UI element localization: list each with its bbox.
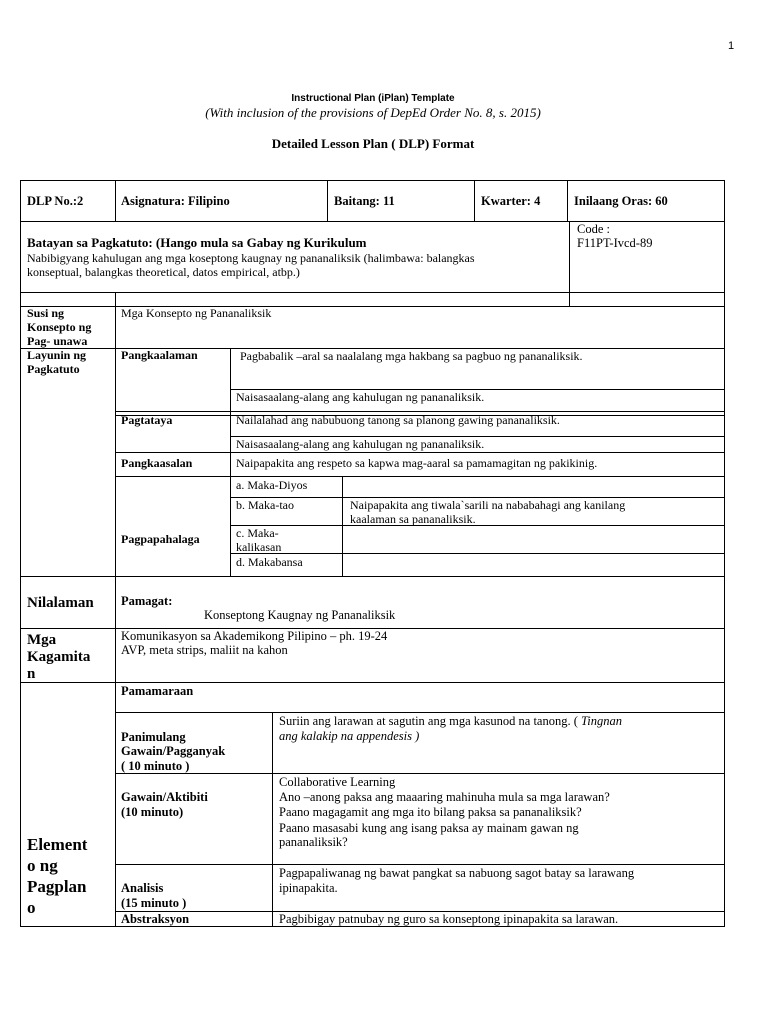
maka-kalikasan-1: c. Maka- [236,526,279,540]
baitang: Baitang: 11 [334,194,395,208]
page-number: 1 [728,40,735,52]
panimulang-desc-1: Suriin ang larawan at sagutin ang mga kasunod na tanong. ( Tingnan [279,714,623,728]
cell-empty-2 [115,292,570,307]
pangkaalaman-label: Pangkaalaman [121,348,198,362]
elemento-label-2: o ng [27,856,58,875]
pamagat-label: Pamagat: [121,594,173,608]
kwarter: Kwarter: 4 [481,194,541,208]
gawain-desc-5: pananaliksik? [279,835,348,849]
cell-layunin-label [20,348,116,577]
panimulang-label-1: Panimulang [121,730,186,744]
analisis-label-2: (15 minuto ) [121,896,187,910]
elemento-label-3: Pagplan [27,877,87,896]
cell-pagpapahalaga [115,476,231,577]
cell-empty-3 [569,292,725,307]
kagamitan-label-1: Mga [27,632,57,648]
elemento-label-4: o [27,898,36,917]
pamagat-value: Konseptong Kaugnay ng Pananaliksik [204,608,396,622]
template-title: Instructional Plan (iPlan) Template [291,93,455,104]
cell-a-desc [342,476,725,498]
makabansa: d. Makabansa [236,555,303,569]
maka-tao-desc-2: kaalaman sa pananaliksik. [350,512,476,526]
susi-label-2: Konsepto ng [27,320,92,334]
kagamitan-line-1: Komunikasyon sa Akademikong Pilipino – ph. 19-24 [121,629,388,643]
batayan-line-1: Nabibigyang kahulugan ang mga koseptong kaugnay ng pananaliksik (halimbawa: balangkas [27,251,475,265]
cell-pamamaraan [115,682,725,713]
cell-c-desc [342,525,725,554]
abstraksyon-desc: Pagbibigay patnubay ng guro sa konseptong ipinapakita sa larawan. [279,912,619,926]
cell-empty-1 [20,292,116,307]
abstraksyon-label: Abstraksyon [121,912,190,926]
kagamitan-line-2: AVP, meta strips, maliit na kahon [121,643,288,657]
layunin-label-2: Pagkatuto [27,362,80,376]
batayan-heading: Batayan sa Pagkatuto: (Hango mula sa Gabay ng Kurikulum [27,235,367,250]
gawain-desc-3: Paano magagamit ang mga ito bilang paksa sa pananaliksik? [279,805,582,819]
dlp-title: Detailed Lesson Plan ( DLP) Format [271,136,475,151]
kagamitan-label-2: Kagamita [27,649,91,665]
pagpapahalaga-label: Pagpapahalaga [121,532,200,546]
maka-tao-desc-1: Naipapakita ang tiwala`sarili na nababahagi ang kanilang [350,498,626,512]
pagtataya-1: Nailalahad ang nabubuong tanong sa planong gawing pananaliksik. [236,413,560,427]
batayan-line-2: konseptual, balangkas theoretical, datos empirical, atbp.) [27,265,300,279]
code-value: F11PT-Ivcd-89 [577,236,653,250]
elemento-label-1: Element [27,835,88,854]
susi-value: Mga Konsepto ng Pananaliksik [121,306,272,320]
pangkaalaman-1: Pagbabalik –aral sa naalalang mga hakbang sa pagbuo ng pananaliksik. [240,349,583,363]
susi-label-3: Pag- unawa [27,334,88,348]
panimulang-desc-2: ang kalakip na appendesis ) [279,729,420,743]
maka-diyos: a. Maka-Diyos [236,478,308,492]
gawain-desc-1: Collaborative Learning [279,775,396,789]
pangkaasalan-label: Pangkaasalan [121,456,193,470]
pagtataya-2: Naisasaalang-alang ang kahulugan ng pananaliksik. [236,437,485,451]
panimulang-label-2: Gawain/Pagganyak [121,744,226,758]
nilalaman-label: Nilalaman [27,595,94,611]
gawain-desc-4: Paano masasabi kung ang isang paksa ay mainam gawan ng [279,821,579,835]
dlp-no: DLP No.:2 [27,194,84,208]
asignatura: Asignatura: Filipino [121,194,230,208]
cell-d-desc [342,553,725,577]
analisis-desc-2: ipinapakita. [279,881,338,895]
pangkaasalan-1: Naipapakita ang respeto sa kapwa mag-aaral sa pamamagitan ng pakikinig. [236,456,598,470]
inilaang-oras: Inilaang Oras: 60 [574,194,668,208]
pangkaalaman-2: Naisasaalang-alang ang kahulugan ng pananaliksik. [236,390,485,404]
layunin-label-1: Layunin ng [27,348,87,362]
code-label: Code : [577,222,610,236]
analisis-label-1: Analisis [121,881,164,895]
gawain-desc-2: Ano –anong paksa ang maaaring mahinuha mula sa mga larawan? [279,790,610,804]
maka-kalikasan-2: kalikasan [236,540,282,554]
inclusion-note: (With inclusion of the provisions of DepEd Order No. 8, s. 2015) [205,105,541,120]
susi-label-1: Susi ng [27,306,65,320]
analisis-desc-1: Pagpapaliwanag ng bawat pangkat sa nabuong sagot batay sa larawang [279,866,635,880]
cell-gawain [115,773,273,865]
pamamaraan-label: Pamamaraan [121,684,194,698]
panimulang-label-3: ( 10 minuto ) [121,759,190,773]
gawain-label-1: Gawain/Aktibiti [121,790,208,804]
maka-tao: b. Maka-tao [236,498,294,512]
gawain-label-2: (10 minuto) [121,805,184,819]
pagtataya-label: Pagtataya [121,413,173,427]
kagamitan-label-3: n [27,666,36,682]
